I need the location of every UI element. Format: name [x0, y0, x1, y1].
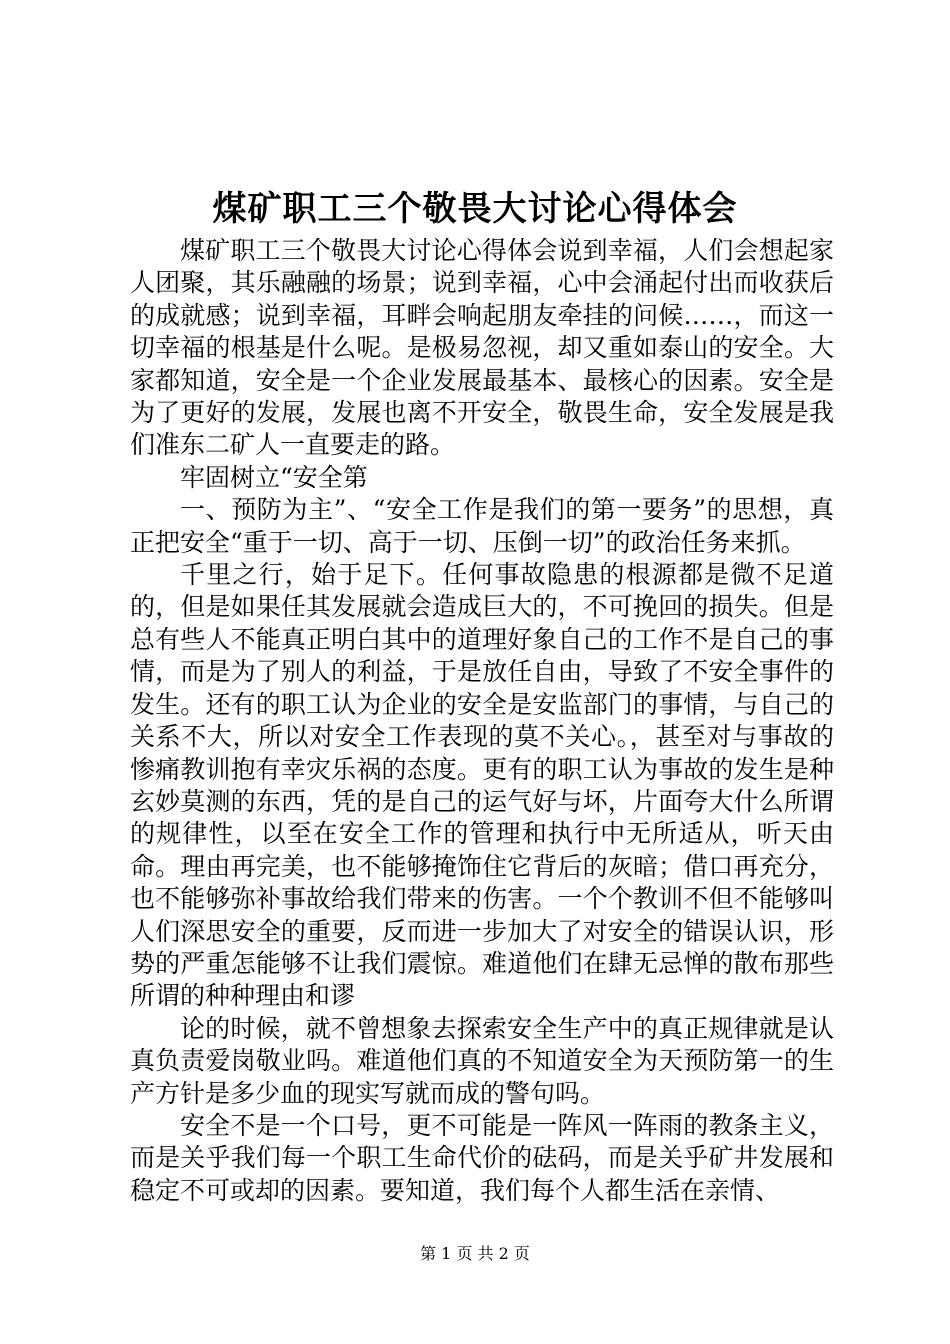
paragraph-heading-fragment: 牢固树立“安全第	[180, 462, 368, 492]
paragraph-intro: 煤矿职工三个敬畏大讨论心得体会说到幸福，人们会想起家人团聚，其乐融融的场景；说到幸福，心中会涌起付出而收获后的成就感；说到幸福，耳畔会响起朋友牵挂的问候……，而这一切幸福的根基是什么呢。是极易忽视，却又重如泰山的安全。大家都知道，安全是一个企业发展最基本、最核心的因素。安全是为了更好的发展，发展也离不开安全，敬畏生命，安全发展是我们准东二矿人一直要走的路。	[130, 236, 834, 460]
paragraph-problems: 千里之行，始于足下。任何事故隐患的根源都是微不足道的，但是如果任其发展就会造成巨大的，不可挽回的损失。但是总有些人不能真正明白其中的道理好象自己的工作不是自己的事情，而是为了别人的利益，于是放任自由，导致了不安全事件的发生。还有的职工认为企业的安全是安监部门的事情，与自己的关系不大，所以对安全工作表现的莫不关心。，甚至对与事故的惨痛教训抱有幸灾乐祸的态度。更有的职工认为事故的发生是种玄妙莫测的东西，凭的是自己的运气好与坏，片面夸大什么所谓的规律性，以至在安全工作的管理和执行中无所适从，听天由命。理由再完美，也不能够掩饰住它背后的灰暗；借口再充分，也不能够弥补事故给我们带来的伤害。一个个教训不但不能够叫人们深思安全的重要，反而进一步加大了对安全的错误认识，形势的严重怎能够不让我们震惊。难道他们在肆无忌惮的散布那些所谓的种种理由和谬	[130, 560, 834, 1011]
paragraph-safety-not-slogan: 安全不是一个口号，更不可能是一阵风一阵雨的教条主义，而是关乎我们每一个职工生命代价的砝码，而是关乎矿井发展和稳定不可或却的因素。要知道，我们每个人都生活在亲情、	[130, 1110, 834, 1205]
paragraph-continuation: 论的时候，就不曾想象去探索安全生产中的真正规律就是认真负责爱岗敬业吗。难道他们真的不知道安全为天预防第一的生产方针是多少血的现实写就而成的警句吗。	[130, 1013, 834, 1108]
paragraph-principle: 一、预防为主”、“安全工作是我们的第一要务”的思想，真正把安全“重于一切、高于一切、压倒一切”的政治任务来抓。	[130, 495, 834, 557]
page-number-footer: 第 1 页 共 2 页	[420, 1244, 530, 1263]
document-body	[130, 235, 834, 1207]
document-title: 煤矿职工三个敬畏大讨论心得体会	[212, 189, 738, 229]
